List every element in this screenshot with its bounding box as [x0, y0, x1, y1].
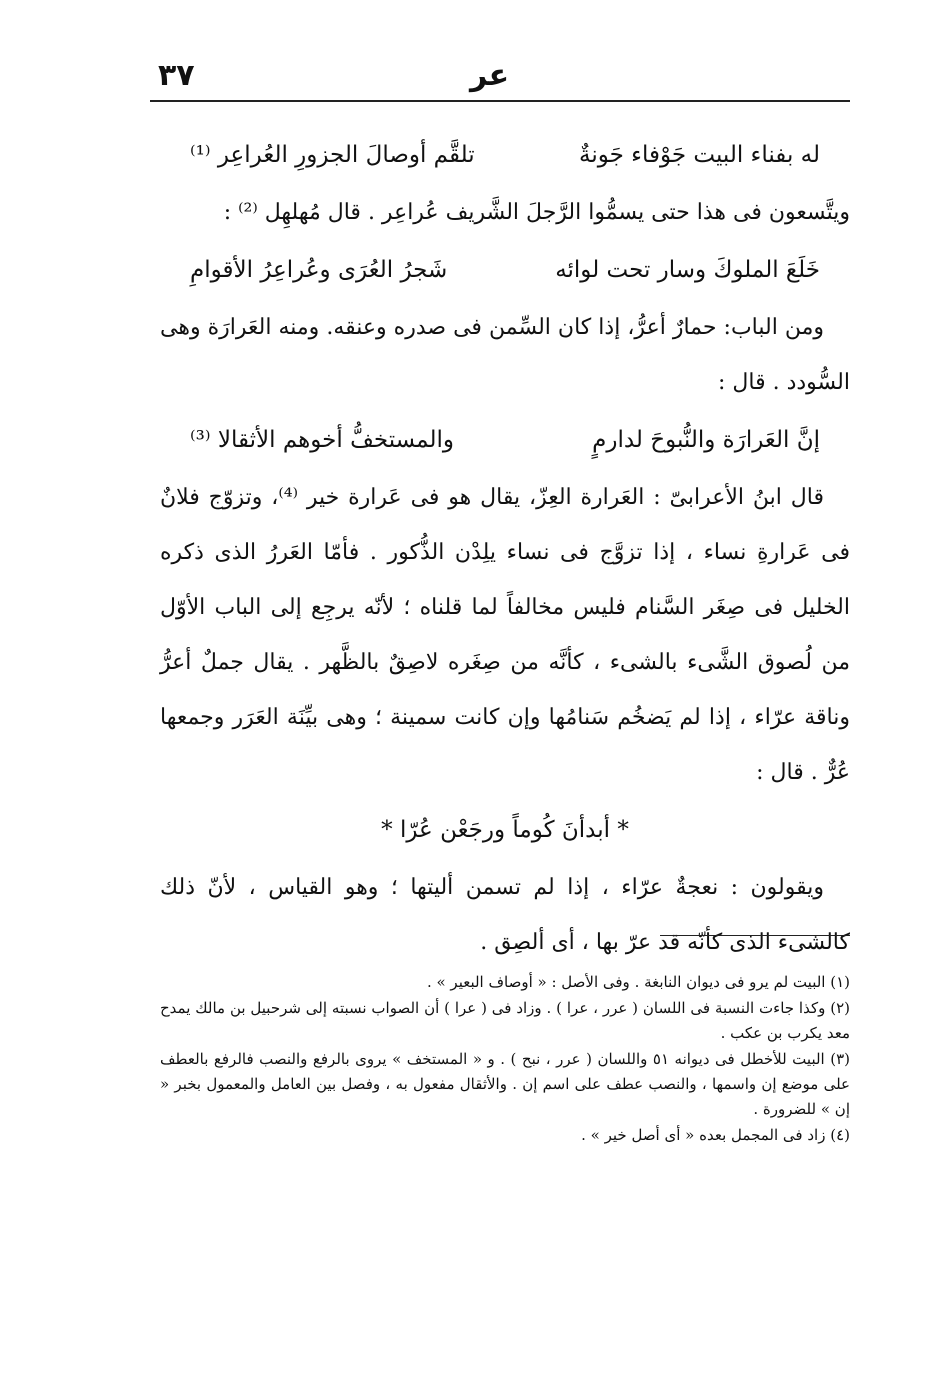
main-text [160, 125, 850, 970]
rajaz-line: * أبدأنَ كُوماً ورجَعْن عُرّا * [381, 817, 629, 843]
header-rule [150, 100, 850, 102]
verse-second-hemistich: تلقَّم أوصالَ الجزورِ العُراعِر ⁽¹⁾ [190, 142, 475, 168]
verse-first-hemistich: إنَّ العَرارَة والنُّبوحَ لدارمٍ [592, 427, 820, 453]
prose-paragraph: قال ابنُ الأعرابىّ : العَرارة العِزّ، يقال هو فى عَرارة خير ⁽⁴⁾، وتزوّج فلانٌ فى عَرارةِ نساء ، إذا تزوَّج فى نساء يلِدْن الذُّكور . فأمّا العَررُ الذى ذكره الخليل فى صِغَر السَّنام فليس مخالفاً لما قلناه ؛ لأنّه يرجِع إلى الباب الأوّل من لُصوق الشَّىء بالشىء ، كأنَّه من صِغَره لاصِقٌ بالظَّهر . يقال جملٌ أعرُّ وناقة عرّاء ، إذا لم يَضخُم سَنامُها وإن كانت سمينة ؛ وهى بيِّنَة العَرَر وجمعها عُرٌّ . قال : [160, 485, 850, 785]
verse-line [160, 125, 850, 185]
verse-first-hemistich: له بفناء البيت جَوْفاء جَونةٌ [579, 142, 820, 168]
verse-second-hemistich: والمستخفُّ أخوهم الأثقالا ⁽³⁾ [190, 427, 454, 453]
verse-line [160, 240, 850, 300]
page-header [150, 58, 850, 98]
prose-paragraph: ويتَّسعون فى هذا حتى يسمُّوا الرَّجلَ الشَّريف عُراعِر . قال مُهلهِل ⁽²⁾ : [223, 200, 850, 225]
footnote-rule [660, 935, 850, 936]
footnotes [160, 970, 850, 1149]
footnote: (٣) البيت للأخطل فى ديوانه ٥١ واللسان ( عرر ، نبح ) . و « المستخف » يروى بالرفع والنصب فالرفع بالعطف على موضع إن واسمها ، والنصب عطف على اسم إن . والأثقال مفعول به ، وفصل بين العامل والمعمول بخبر « إن » للضرورة . [160, 1050, 850, 1118]
running-head-root: عر [470, 58, 510, 93]
verse-line [160, 410, 850, 470]
footnote: (١) البيت لم يرو فى ديوان النابغة . وفى الأصل : « أوصاف البعير » . [426, 973, 850, 991]
verse-line [160, 800, 850, 860]
prose-paragraph: ويقولون : نعجةٌ عرّاء ، إذا لم تسمن أليتها ؛ وهو القياس ، لأنّ ذلك كالشىء الذى كأنّه قد عرّ بها ، أى ألصِق . [160, 875, 850, 955]
footnote: (٤) زاد فى المجمل بعده « أى أصل خير » . [581, 1126, 850, 1144]
prose-paragraph: ومن الباب: حمارٌ أعرُّ، إذا كان السِّمن فى صدره وعنقه. ومنه العَرارَة وهى السُّودد . قال : [160, 315, 850, 395]
verse-first-hemistich: خَلَعَ الملوكَ وسار تحت لوائه [555, 257, 820, 283]
footnote: (٢) وكذا جاءت النسبة فى اللسان ( عرر ، عرا ) . وزاد فى ( عرا ) أن الصواب نسبته إلى شرحبيل بن مالك يمدح معد يكرب بن عكب . [160, 999, 850, 1042]
verse-second-hemistich: شَجرُ العُرَى وعُراعِرُ الأقوامِ [190, 257, 448, 283]
page-number: ٣٧ [158, 58, 195, 93]
